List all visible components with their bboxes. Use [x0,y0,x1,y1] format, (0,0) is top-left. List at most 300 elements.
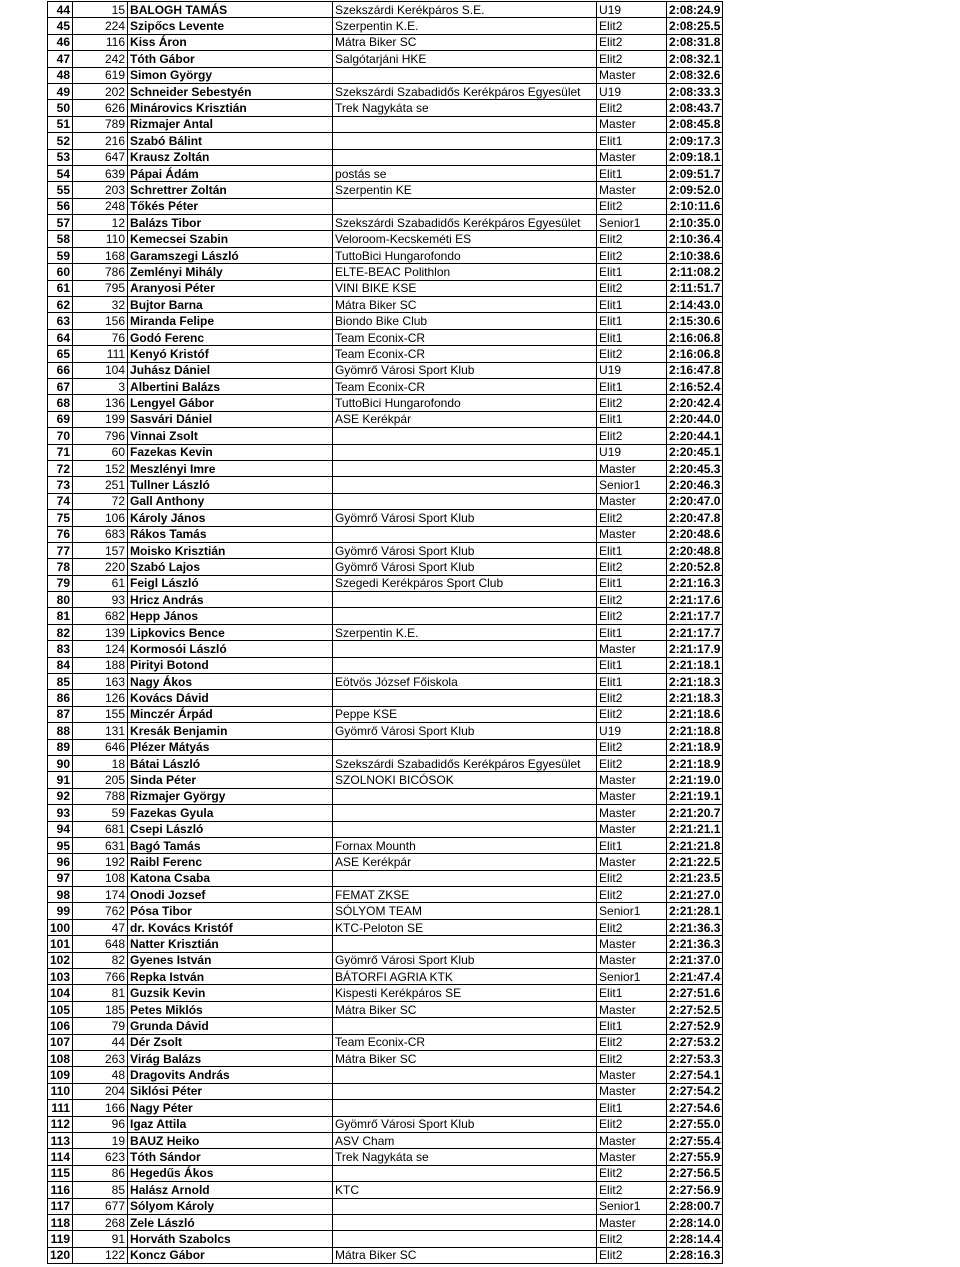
finish-time-cell: 2:20:48.8 [667,542,723,558]
table-row [48,116,723,132]
finish-time-cell: 2:08:43.7 [667,100,723,116]
category-cell: Elit2 [597,280,667,296]
club-cell: BÁTORFI AGRIA KTK [333,969,597,985]
club-cell: Veloroom-Kecskeméti ES [333,231,597,247]
table-row [48,477,723,493]
finish-time-cell: 2:21:18.9 [667,739,723,755]
rider-name-cell: Szipőcs Levente [128,18,333,34]
rider-name-cell: Igaz Attila [128,1116,333,1132]
rider-name-cell: Rizmajer György [128,788,333,804]
position-cell: 102 [48,952,73,968]
rider-name-cell: Hegedűs Ákos [128,1165,333,1181]
finish-time-cell: 2:27:55.0 [667,1116,723,1132]
club-cell [333,428,597,444]
bib-number-cell: 220 [73,559,128,575]
bib-number-cell: 59 [73,805,128,821]
table-row [48,526,723,542]
bib-number-cell: 786 [73,264,128,280]
category-cell: Elit1 [597,837,667,853]
table-row [48,51,723,67]
finish-time-cell: 2:27:54.1 [667,1067,723,1083]
bib-number-cell: 3 [73,378,128,394]
position-cell: 96 [48,854,73,870]
bib-number-cell: 48 [73,1067,128,1083]
position-cell: 62 [48,297,73,313]
rider-name-cell: BAUZ Heiko [128,1132,333,1148]
category-cell: Master [597,1214,667,1230]
category-cell: Elit1 [597,1018,667,1034]
bib-number-cell: 202 [73,83,128,99]
finish-time-cell: 2:20:47.0 [667,493,723,509]
table-row [48,936,723,952]
rider-name-cell: Bagó Tamás [128,837,333,853]
finish-time-cell: 2:21:28.1 [667,903,723,919]
category-cell: Elit2 [597,51,667,67]
position-cell: 119 [48,1231,73,1247]
position-cell: 107 [48,1034,73,1050]
club-cell: Mátra Biker SC [333,297,597,313]
position-cell: 64 [48,329,73,345]
position-cell: 60 [48,264,73,280]
category-cell: U19 [597,444,667,460]
table-row [48,133,723,149]
club-cell [333,739,597,755]
category-cell: Elit2 [597,1247,667,1263]
category-cell: Elit2 [597,510,667,526]
table-row [48,805,723,821]
category-cell: Elit2 [597,18,667,34]
position-cell: 106 [48,1018,73,1034]
club-cell: Szerpentin K.E. [333,18,597,34]
club-cell: TuttoBici Hungarofondo [333,247,597,263]
category-cell: Elit2 [597,755,667,771]
bib-number-cell: 82 [73,952,128,968]
finish-time-cell: 2:21:16.3 [667,575,723,591]
club-cell: Team Econix-CR [333,1034,597,1050]
finish-time-cell: 2:08:32.1 [667,51,723,67]
club-cell [333,477,597,493]
category-cell: Elit1 [597,657,667,673]
table-row [48,493,723,509]
club-cell [333,444,597,460]
club-cell [333,526,597,542]
club-cell [333,805,597,821]
position-cell: 89 [48,739,73,755]
finish-time-cell: 2:28:14.4 [667,1231,723,1247]
club-cell [333,460,597,476]
table-row [48,67,723,83]
table-row [48,1231,723,1247]
category-cell: Elit1 [597,297,667,313]
table-row [48,903,723,919]
bib-number-cell: 646 [73,739,128,755]
bib-number-cell: 251 [73,477,128,493]
club-cell [333,690,597,706]
table-row [48,313,723,329]
club-cell: SZOLNOKI BICÓSOK [333,772,597,788]
position-cell: 58 [48,231,73,247]
category-cell: Senior1 [597,477,667,493]
category-cell: Elit2 [597,428,667,444]
position-cell: 46 [48,34,73,50]
table-row [48,641,723,657]
category-cell: Elit1 [597,542,667,558]
finish-time-cell: 2:21:47.4 [667,969,723,985]
bib-number-cell: 224 [73,18,128,34]
table-row [48,1198,723,1214]
finish-time-cell: 2:14:43.0 [667,297,723,313]
table-row [48,460,723,476]
rider-name-cell: Sinda Péter [128,772,333,788]
position-cell: 82 [48,624,73,640]
table-row [48,755,723,771]
rider-name-cell: Meszlényi Imre [128,460,333,476]
bib-number-cell: 157 [73,542,128,558]
bib-number-cell: 139 [73,624,128,640]
finish-time-cell: 2:16:52.4 [667,378,723,394]
finish-time-cell: 2:08:24.9 [667,2,723,18]
category-cell: Elit2 [597,608,667,624]
finish-time-cell: 2:20:44.1 [667,428,723,444]
club-cell: KTC-Peloton SE [333,919,597,935]
category-cell: Senior1 [597,1198,667,1214]
position-cell: 69 [48,411,73,427]
finish-time-cell: 2:10:35.0 [667,215,723,231]
rider-name-cell: Tóth Sándor [128,1149,333,1165]
finish-time-cell: 2:27:54.2 [667,1083,723,1099]
bib-number-cell: 126 [73,690,128,706]
position-cell: 111 [48,1100,73,1116]
bib-number-cell: 44 [73,1034,128,1050]
category-cell: Elit2 [597,919,667,935]
club-cell [333,133,597,149]
table-row [48,690,723,706]
rider-name-cell: Rákos Tamás [128,526,333,542]
finish-time-cell: 2:28:14.0 [667,1214,723,1230]
category-cell: U19 [597,362,667,378]
finish-time-cell: 2:21:18.3 [667,674,723,690]
bib-number-cell: 47 [73,919,128,935]
table-row [48,870,723,886]
finish-time-cell: 2:27:56.5 [667,1165,723,1181]
table-row [48,149,723,165]
table-row [48,952,723,968]
position-cell: 61 [48,280,73,296]
finish-time-cell: 2:21:18.3 [667,690,723,706]
finish-time-cell: 2:21:37.0 [667,952,723,968]
table-row [48,1132,723,1148]
table-row [48,723,723,739]
rider-name-cell: Kiss Áron [128,34,333,50]
table-row [48,1001,723,1017]
club-cell: Peppe KSE [333,706,597,722]
position-cell: 84 [48,657,73,673]
finish-time-cell: 2:21:36.3 [667,936,723,952]
category-cell: Elit2 [597,1051,667,1067]
club-cell: Fornax Mounth [333,837,597,853]
bib-number-cell: 108 [73,870,128,886]
finish-time-cell: 2:27:56.9 [667,1182,723,1198]
club-cell [333,67,597,83]
finish-time-cell: 2:20:44.0 [667,411,723,427]
bib-number-cell: 131 [73,723,128,739]
finish-time-cell: 2:21:18.9 [667,755,723,771]
finish-time-cell: 2:16:47.8 [667,362,723,378]
rider-name-cell: Natter Krisztián [128,936,333,952]
position-cell: 48 [48,67,73,83]
table-row [48,264,723,280]
position-cell: 120 [48,1247,73,1263]
rider-name-cell: Repka István [128,969,333,985]
bib-number-cell: 152 [73,460,128,476]
position-cell: 73 [48,477,73,493]
club-cell: Team Econix-CR [333,346,597,362]
category-cell: Elit2 [597,198,667,214]
club-cell [333,1083,597,1099]
rider-name-cell: Nagy Ákos [128,674,333,690]
finish-time-cell: 2:27:52.5 [667,1001,723,1017]
category-cell: Elit2 [597,1116,667,1132]
position-cell: 88 [48,723,73,739]
finish-time-cell: 2:09:18.1 [667,149,723,165]
bib-number-cell: 12 [73,215,128,231]
finish-time-cell: 2:21:36.3 [667,919,723,935]
rider-name-cell: Koncz Gábor [128,1247,333,1263]
position-cell: 99 [48,903,73,919]
bib-number-cell: 185 [73,1001,128,1017]
table-row [48,428,723,444]
position-cell: 94 [48,821,73,837]
club-cell [333,936,597,952]
position-cell: 49 [48,83,73,99]
club-cell: Salgótarjáni HKE [333,51,597,67]
club-cell [333,1214,597,1230]
finish-time-cell: 2:27:53.3 [667,1051,723,1067]
finish-time-cell: 2:21:18.1 [667,657,723,673]
bib-number-cell: 677 [73,1198,128,1214]
rider-name-cell: Pósa Tibor [128,903,333,919]
club-cell: Team Econix-CR [333,378,597,394]
position-cell: 83 [48,641,73,657]
club-cell [333,1165,597,1181]
rider-name-cell: Krausz Zoltán [128,149,333,165]
bib-number-cell: 106 [73,510,128,526]
rider-name-cell: Kemecsei Szabin [128,231,333,247]
rider-name-cell: Bátai László [128,755,333,771]
position-cell: 100 [48,919,73,935]
position-cell: 45 [48,18,73,34]
category-cell: Elit2 [597,887,667,903]
table-row [48,1149,723,1165]
rider-name-cell: Schrettrer Zoltán [128,182,333,198]
bib-number-cell: 163 [73,674,128,690]
rider-name-cell: Tóth Gábor [128,51,333,67]
table-row [48,2,723,18]
club-cell [333,641,597,657]
table-row [48,297,723,313]
position-cell: 56 [48,198,73,214]
finish-time-cell: 2:15:30.6 [667,313,723,329]
category-cell: Elit1 [597,264,667,280]
category-cell: Master [597,1067,667,1083]
position-cell: 53 [48,149,73,165]
club-cell: Team Econix-CR [333,329,597,345]
table-row [48,198,723,214]
table-row [48,1247,723,1263]
club-cell: postás se [333,165,597,181]
bib-number-cell: 766 [73,969,128,985]
position-cell: 110 [48,1083,73,1099]
finish-time-cell: 2:16:06.8 [667,346,723,362]
category-cell: Elit2 [597,1165,667,1181]
rider-name-cell: Onodi Jozsef [128,887,333,903]
finish-time-cell: 2:21:27.0 [667,887,723,903]
position-cell: 68 [48,395,73,411]
table-row [48,182,723,198]
position-cell: 103 [48,969,73,985]
category-cell: Master [597,805,667,821]
category-cell: Master [597,788,667,804]
bib-number-cell: 86 [73,1165,128,1181]
position-cell: 52 [48,133,73,149]
table-row [48,592,723,608]
position-cell: 104 [48,985,73,1001]
club-cell: VINI BIKE KSE [333,280,597,296]
finish-time-cell: 2:09:52.0 [667,182,723,198]
results-table-body [48,2,723,1264]
category-cell: Senior1 [597,215,667,231]
category-cell: Master [597,772,667,788]
club-cell: Trek Nagykáta se [333,100,597,116]
bib-number-cell: 788 [73,788,128,804]
rider-name-cell: Raibl Ferenc [128,854,333,870]
club-cell: Gyömrő Városi Sport Klub [333,559,597,575]
bib-number-cell: 263 [73,1051,128,1067]
rider-name-cell: Plézer Mátyás [128,739,333,755]
finish-time-cell: 2:20:48.6 [667,526,723,542]
bib-number-cell: 204 [73,1083,128,1099]
table-row [48,674,723,690]
rider-name-cell: Nagy Péter [128,1100,333,1116]
finish-time-cell: 2:21:17.7 [667,624,723,640]
category-cell: Master [597,182,667,198]
finish-time-cell: 2:21:17.6 [667,592,723,608]
category-cell: Master [597,67,667,83]
table-row [48,1051,723,1067]
position-cell: 67 [48,378,73,394]
rider-name-cell: Guzsik Kevin [128,985,333,1001]
position-cell: 57 [48,215,73,231]
category-cell: Elit2 [597,706,667,722]
category-cell: U19 [597,723,667,739]
finish-time-cell: 2:20:46.3 [667,477,723,493]
table-row [48,542,723,558]
rider-name-cell: Schneider Sebestyén [128,83,333,99]
bib-number-cell: 91 [73,1231,128,1247]
position-cell: 79 [48,575,73,591]
bib-number-cell: 93 [73,592,128,608]
rider-name-cell: Sólyom Károly [128,1198,333,1214]
table-row [48,346,723,362]
category-cell: Elit2 [597,690,667,706]
rider-name-cell: Horváth Szabolcs [128,1231,333,1247]
position-cell: 91 [48,772,73,788]
position-cell: 72 [48,460,73,476]
category-cell: Master [597,116,667,132]
position-cell: 93 [48,805,73,821]
rider-name-cell: Bujtor Barna [128,297,333,313]
position-cell: 101 [48,936,73,952]
rider-name-cell: Dragovits András [128,1067,333,1083]
table-row [48,706,723,722]
table-row [48,559,723,575]
rider-name-cell: Tullner László [128,477,333,493]
position-cell: 80 [48,592,73,608]
table-row [48,329,723,345]
table-row [48,18,723,34]
bib-number-cell: 81 [73,985,128,1001]
club-cell: Szekszárdi Kerékpáros S.E. [333,2,597,18]
rider-name-cell: Moisko Krisztián [128,542,333,558]
finish-time-cell: 2:20:42.4 [667,395,723,411]
rider-name-cell: Kenyó Kristóf [128,346,333,362]
rider-name-cell: Tőkés Péter [128,198,333,214]
finish-time-cell: 2:21:17.7 [667,608,723,624]
club-cell: Gyömrő Városi Sport Klub [333,510,597,526]
category-cell: Master [597,952,667,968]
club-cell: KTC [333,1182,597,1198]
rider-name-cell: Minczér Árpád [128,706,333,722]
rider-name-cell: Zemlényi Mihály [128,264,333,280]
category-cell: Elit2 [597,1182,667,1198]
finish-time-cell: 2:27:55.9 [667,1149,723,1165]
table-row [48,1182,723,1198]
position-cell: 92 [48,788,73,804]
finish-time-cell: 2:21:20.7 [667,805,723,821]
position-cell: 75 [48,510,73,526]
position-cell: 50 [48,100,73,116]
table-row [48,657,723,673]
club-cell: Biondo Bike Club [333,313,597,329]
position-cell: 105 [48,1001,73,1017]
club-cell [333,1231,597,1247]
club-cell: Szerpentin KE [333,182,597,198]
table-row [48,739,723,755]
rider-name-cell: Gall Anthony [128,493,333,509]
bib-number-cell: 683 [73,526,128,542]
club-cell: ASV Cham [333,1132,597,1148]
position-cell: 115 [48,1165,73,1181]
category-cell: Elit1 [597,378,667,394]
finish-time-cell: 2:20:45.3 [667,460,723,476]
rider-name-cell: Petes Miklós [128,1001,333,1017]
category-cell: Elit2 [597,395,667,411]
club-cell [333,149,597,165]
club-cell [333,116,597,132]
bib-number-cell: 203 [73,182,128,198]
bib-number-cell: 647 [73,149,128,165]
finish-time-cell: 2:10:11.6 [667,198,723,214]
bib-number-cell: 623 [73,1149,128,1165]
club-cell: Kispesti Kerékpáros SE [333,985,597,1001]
bib-number-cell: 124 [73,641,128,657]
table-row [48,821,723,837]
rider-name-cell: Balázs Tibor [128,215,333,231]
finish-time-cell: 2:11:51.7 [667,280,723,296]
category-cell: Master [597,149,667,165]
rider-name-cell: Kresák Benjamin [128,723,333,739]
bib-number-cell: 166 [73,1100,128,1116]
